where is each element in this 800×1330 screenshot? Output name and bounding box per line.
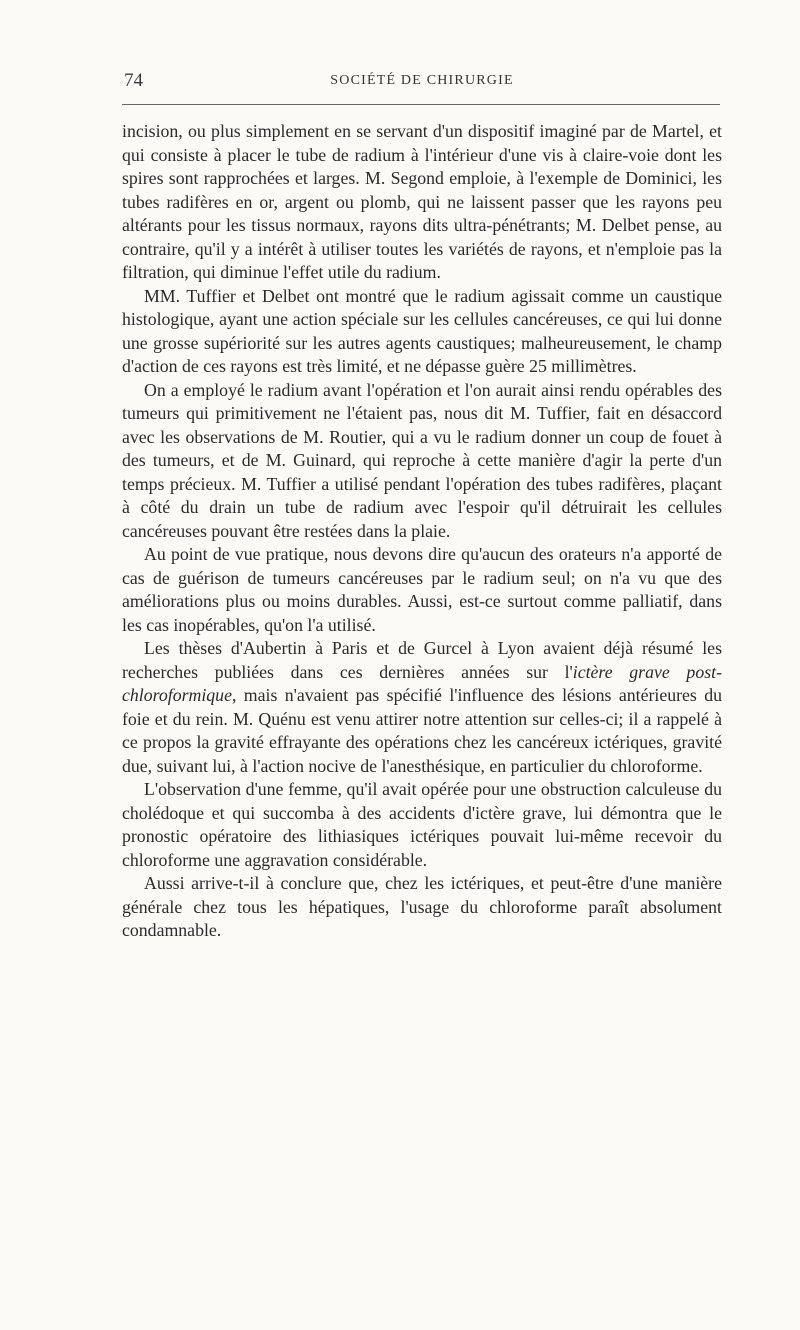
paragraph-1: incision, ou plus simplement en se servant d'un dispositif imaginé par de Martel, et qui consiste à placer le tube de radium à l'intérieur d'une vis à claire-voie dont les spires sont rapprochées et larges. M. Segond emploie, à l'exemple de Dominici, les tubes radifères en or, argent ou plomb, qui ne laissent passer que les rayons peu altérants pour les tissus normaux, rayons dits ultra-pénétrants; M. Delbet pense, au contraire, qu'il y a intérêt à utiliser toutes les variétés de rayons, et n'emploie pas la filtration, qui diminue l'effet utile du radium. [122, 121, 722, 282]
page-header [122, 70, 722, 100]
paragraph-4: Au point de vue pratique, nous devons dire qu'aucun des orateurs n'a apporté de cas de guérison de tumeurs cancéreuses par le radium seul; on n'a vu que des améliorations plus ou moins durables. Aussi, est-ce surtout comme palliatif, dans les cas inopérables, qu'on l'a utilisé. [122, 544, 722, 635]
paragraph-2: MM. Tuffier et Delbet ont montré que le radium agissait comme un caustique histologique, ayant une action spéciale sur les cellules cancéreuses, ce qui lui donne une grosse supériorité sur les autres agents caustiques; malheureusement, le champ d'action de ces rayons est très limité, et ne dépasse guère 25 millimètres. [122, 285, 722, 376]
paragraph-5-start: Les thèses d'Aubertin à Paris et de Gurcel à Lyon avaient déjà résumé les recherches publiées dans ces dernières années sur l' [122, 638, 722, 682]
paragraph-7: Aussi arrive-t-il à conclure que, chez les ictériques, et peut-être d'une manière générale chez tous les hépatiques, l'usage du chloroforme paraît absolument condamnable. [122, 873, 722, 940]
body-text [122, 120, 722, 943]
paragraph-5 [122, 637, 722, 778]
paragraph-5-end: , mais n'avaient pas spécifié l'influence des lésions antérieures du foie et du rein. M. Quénu est venu attirer notre attention sur celles-ci; il a rappelé à ce propos la gravité effrayante des opérations chez les cancéreux ictériques, gravité due, suivant lui, à l'action nocive de l'anesthésique, en particulier du chloroforme. [122, 685, 722, 776]
italic-term: ictère grave post-chloroformique [122, 661, 722, 705]
paragraph-6: L'observation d'une femme, qu'il avait opérée pour une obstruction calculeuse du cholédoque et qui succomba à des accidents d'ictère grave, lui démontra que le pronostic opératoire des lithiasiques ictériques pouvait lui-même recevoir du chloroforme une aggravation considérable. [122, 779, 722, 870]
header-rule [122, 104, 720, 105]
paragraph-3: On a employé le radium avant l'opération et l'on aurait ainsi rendu opérables des tumeurs qui primitivement ne l'étaient pas, nous dit M. Tuffier, fait en désaccord avec les observations de M. Routier, qui a vu le radium donner un coup de fouet à des tumeurs, et de M. Guinard, qui reproche à cette manière d'agir la perte d'un temps précieux. M. Tuffier a utilisé pendant l'opération des tubes radifères, plaçant à côté du drain un tube de radium avec l'espoir qu'il détruirait les cellules cancéreuses pouvant être restées dans la plaie. [122, 379, 722, 541]
running-title: SOCIÉTÉ DE CHIRURGIE [330, 73, 514, 88]
page-number: 74 [124, 70, 143, 91]
